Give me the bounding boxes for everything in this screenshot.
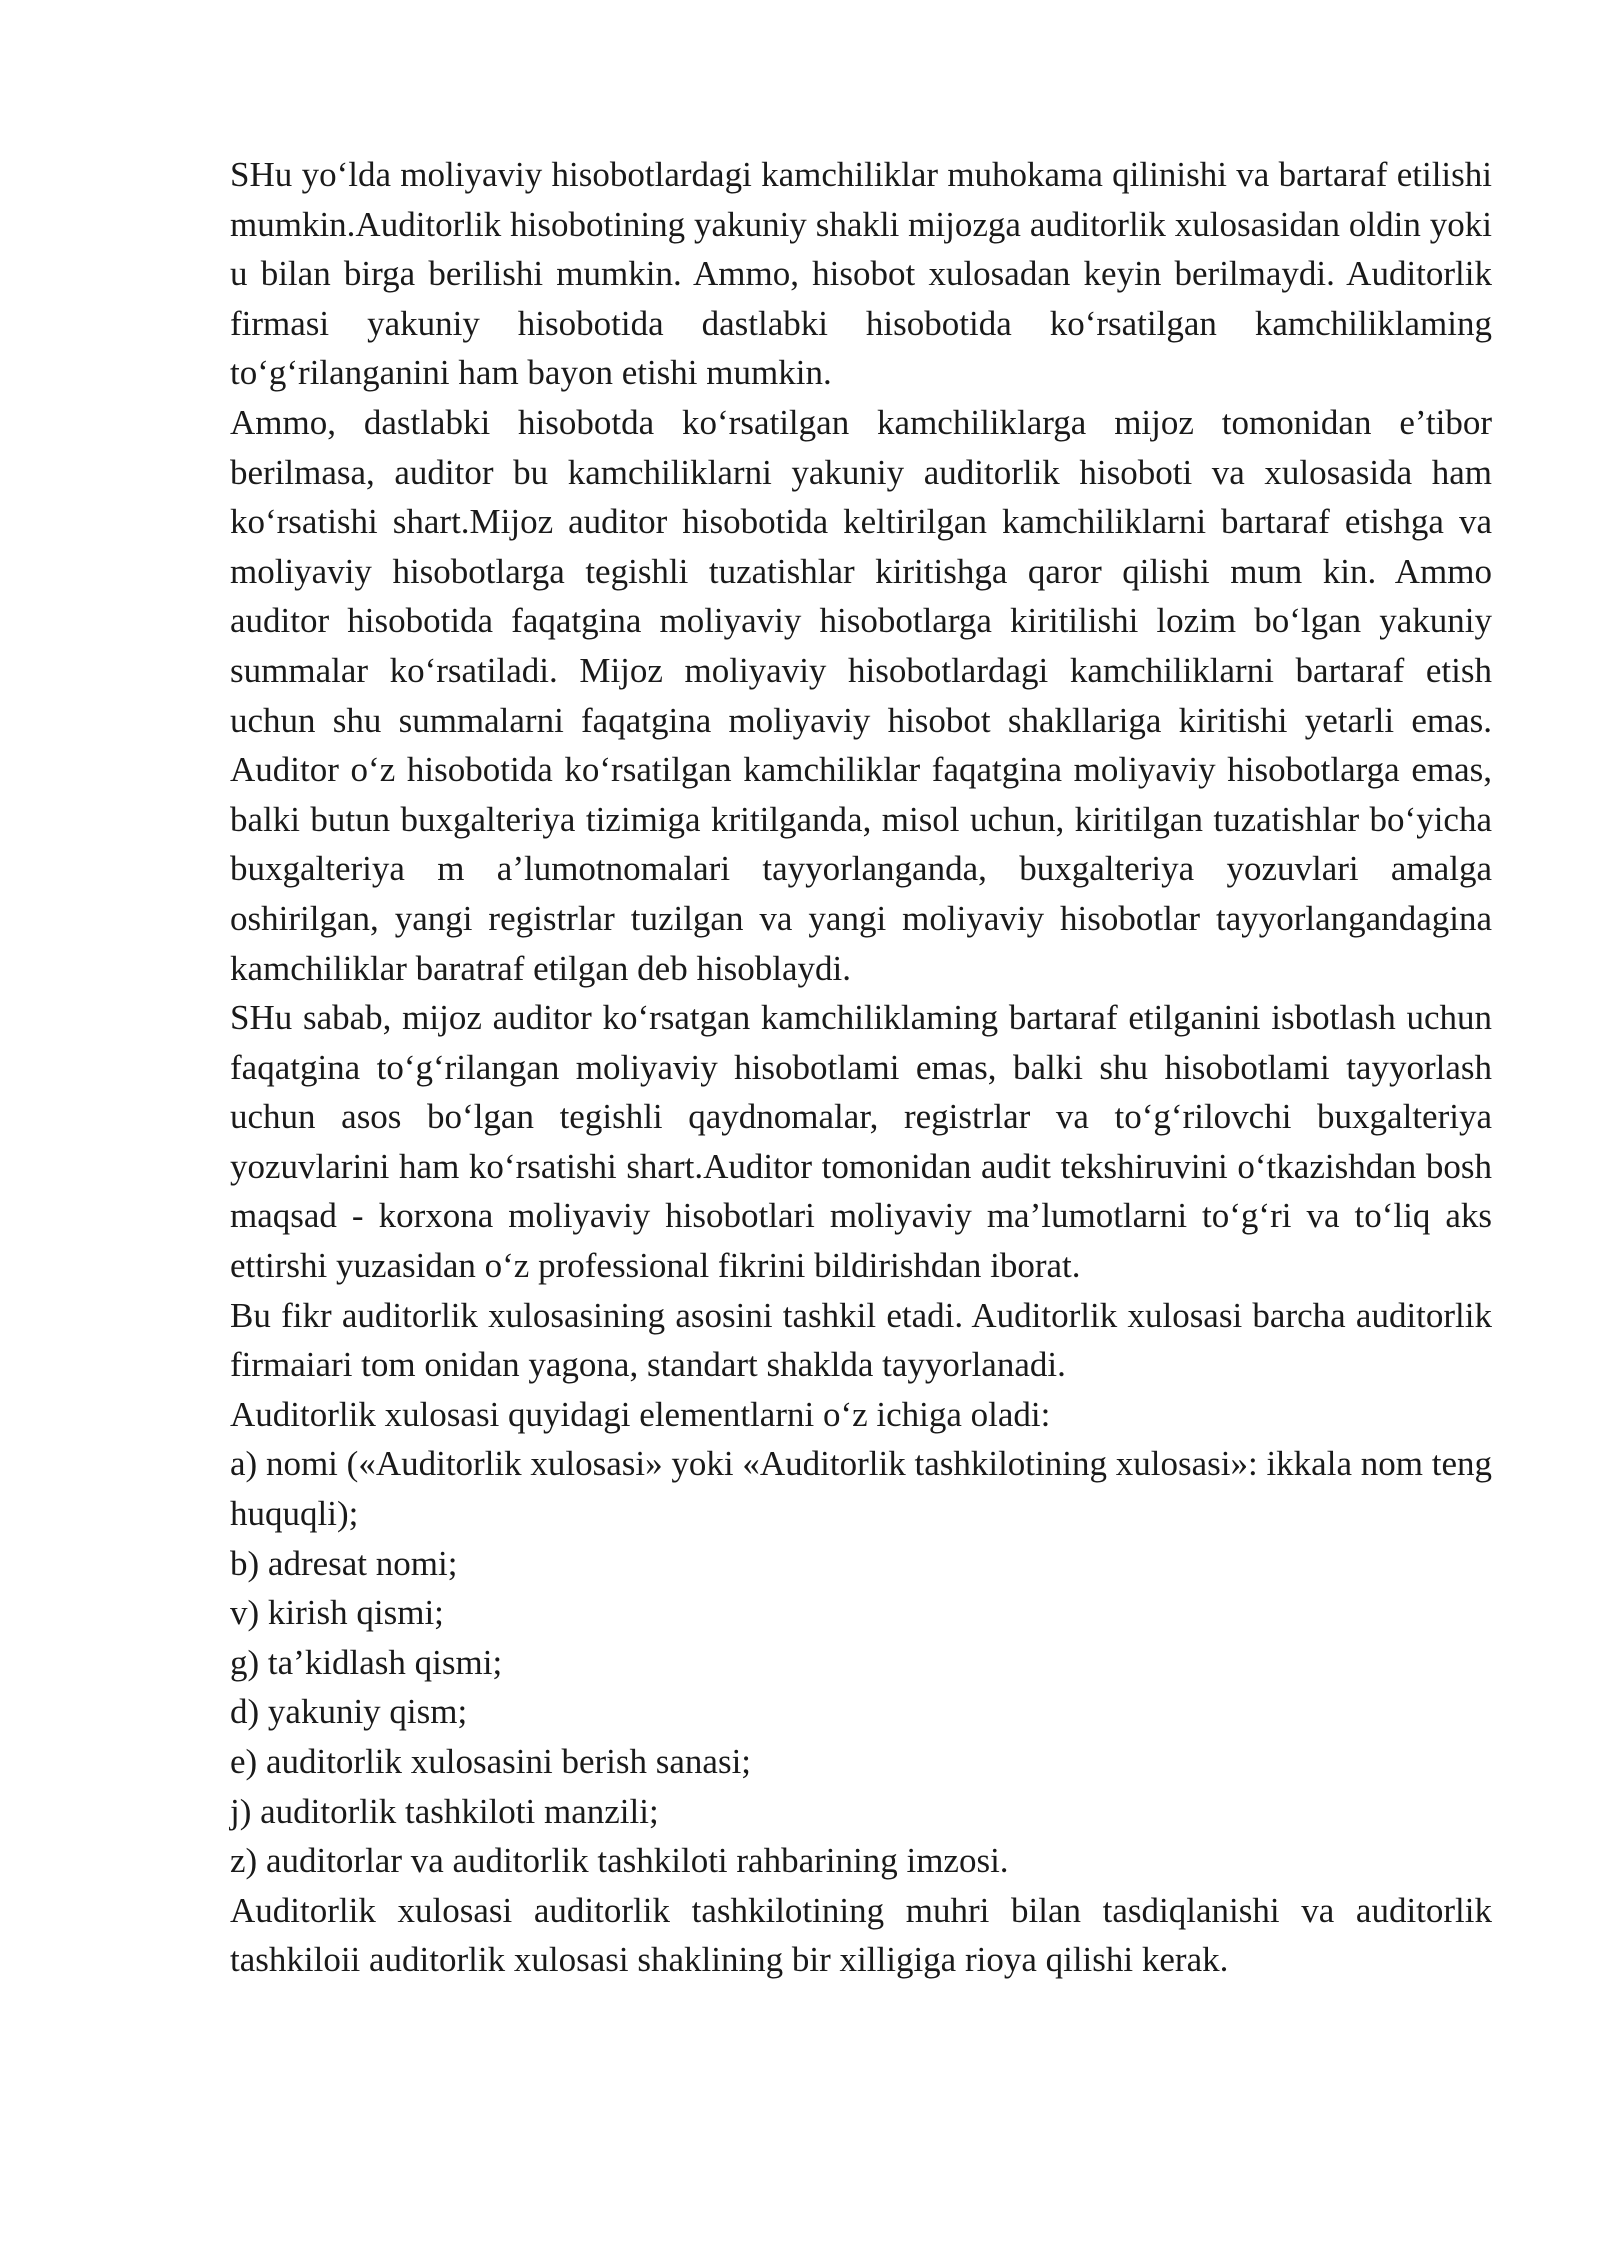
list-item: g) ta’kidlash qismi; (230, 1642, 503, 1682)
list-item: v) kirish qismi; (230, 1593, 444, 1633)
paragraph-4: Bu fikr auditorlik xulosasining asosini tashkil etadi. Auditorlik xulosasi barcha auditorlik firmaiari tom onidan yagona, standart shaklda tayyorlanadi. (230, 1295, 1492, 1385)
list-item: b) adresat nomi; (230, 1543, 458, 1583)
document-page (230, 150, 1492, 1985)
list-item: j) auditorlik tashkiloti manzili; (230, 1791, 659, 1831)
list-item: z) auditorlar va auditorlik tashkiloti rahbarining imzosi. (230, 1841, 1009, 1881)
paragraph-3: SHu sabab, mijoz auditor ko‘rsatgan kamchiliklaming bartaraf etilganini isbotlash uchun faqatgina to‘g‘rilangan moliyaviy hisobotlami emas, balki shu hisobotlami tayyorlash uchun asos bo‘lgan tegishli qaydnomalar, registrlar va to‘g‘rilovchi buxgalteriya yozuvlarini ham ko‘rsatishi shart.Auditor tomonidan audit tekshiruvini o‘tkazishdan bosh maqsad - korxona moliyaviy hisobotlari moliyaviy ma’lumotlarni to‘g‘ri va to‘liq aks ettirshi yuzasidan o‘z professional fikrini bildirishdan iborat. (230, 998, 1492, 1286)
paragraph-1: SHu yo‘lda moliyaviy hisobotlardagi kamchiliklar muhokama qilinishi va bartaraf etilishi mumkin.Auditorlik hisobotining yakuniy shakli mijozga auditorlik xulosasidan oldin yoki u bilan birga berilishi mumkin. Ammo, hisobot xulosadan keyin berilmaydi. Auditorlik firmasi yakuniy hisobotida dastlabki hisobotida ko‘rsatilgan kamchiliklaming to‘g‘rilanganini ham bayon etishi mumkin. (230, 155, 1492, 393)
elements-list (230, 1439, 1492, 1885)
list-item: a) nomi («Auditorlik xulosasi» yoki «Auditorlik tashkilotining xulosasi»: ikkala nom teng huquqli); (230, 1444, 1492, 1534)
list-item: e) auditorlik xulosasini berish sanasi; (230, 1742, 752, 1781)
list-item: d) yakuniy qism; (230, 1692, 468, 1732)
paragraph-2: Ammo, dastlabki hisobotda ko‘rsatilgan kamchiliklarga mijoz tomonidan e’tibor berilmasa, auditor bu kamchiliklarni yakuniy auditorlik hisoboti va xulosasida ham ko‘rsatishi shart.Mijoz auditor hisobotida keltirilgan kamchiliklarni bartaraf etishga va moliyaviy hisobotlarga tegishli tuzatishlar kiritishga qaror qilishi mum kin. Ammo auditor hisobotida faqatgina moliyaviy hisobotlarga kiritilishi lozim bo‘lgan yakuniy summalar ko‘rsatiladi. Mijoz moliyaviy hisobotlardagi kamchiliklarni bartaraf etish uchun shu summalarni faqatgina moliyaviy hisobot shakllariga kiritishi yetarli emas. Auditor o‘z hisobotida ko‘rsatilgan kamchiliklar faqatgina moliyaviy hisobotlarga emas, balki butun buxgalteriya tizimiga kritilganda, misol uchun, kiritilgan tuzatishlar bo‘yicha buxgalteriya m a’lumotnomalari tayyorlanganda, buxgalteriya yozuvlari amalga oshirilgan, yangi registrlar tuzilgan va yangi moliyaviy hisobotlar tayyorlangandagina kamchiliklar baratraf etilgan deb hisoblaydi. (230, 402, 1492, 988)
paragraph-5: Auditorlik xulosasi quyidagi elementlarni o‘z ichiga oladi: (230, 1394, 1051, 1434)
closing-paragraph: Auditorlik xulosasi auditorlik tashkilotining muhri bilan tasdiqlanishi va auditorlik tashkiloii auditorlik xulosasi shaklining bir xilligiga rioya qilishi kerak. (230, 1890, 1492, 1980)
